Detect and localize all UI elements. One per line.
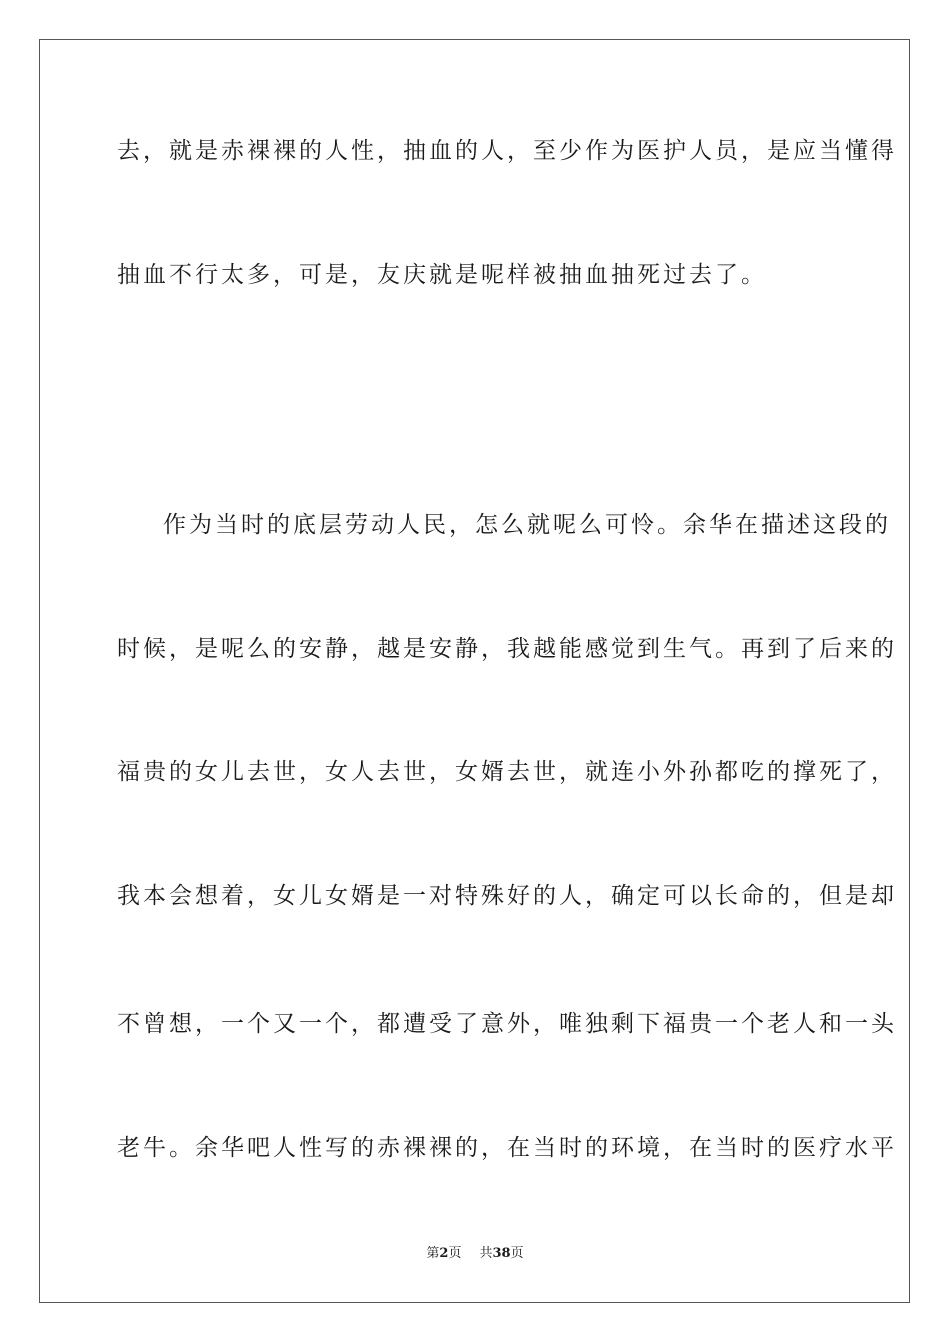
- text-line: 老牛。余华吧人性写的赤裸裸的，在当时的环境，在当时的医疗水平: [117, 1135, 897, 1161]
- page-number: 2: [439, 1246, 449, 1261]
- page-border: [39, 39, 910, 1303]
- page-prefix: 第: [426, 1246, 440, 1261]
- text-line: 我本会想着，女儿女婿是一对特殊好的人，确定可以长命的，但是却: [117, 883, 897, 909]
- text-line: 去，就是赤裸裸的人性，抽血的人，至少作为医护人员，是应当懂得: [117, 138, 897, 164]
- total-pages: 38: [492, 1246, 511, 1261]
- page-suffix: 页: [448, 1246, 462, 1261]
- page-footer: [0, 1245, 950, 1263]
- total-prefix: 共: [479, 1246, 493, 1261]
- text-line: 抽血不行太多，可是，友庆就是呢样被抽血抽死过去了。: [117, 262, 767, 288]
- text-line-indented: 作为当时的底层劳动人民，怎么就呢么可怜。余华在描述这段的: [163, 512, 891, 538]
- text-line: 时候，是呢么的安静，越是安静，我越能感觉到生气。再到了后来的: [117, 636, 897, 662]
- total-suffix: 页: [510, 1246, 524, 1261]
- text-line: 福贵的女儿去世，女人去世，女婿去世，就连小外孙都吃的撑死了，: [117, 759, 897, 785]
- text-line: 不曾想，一个又一个，都遭受了意外，唯独剩下福贵一个老人和一头: [117, 1011, 897, 1037]
